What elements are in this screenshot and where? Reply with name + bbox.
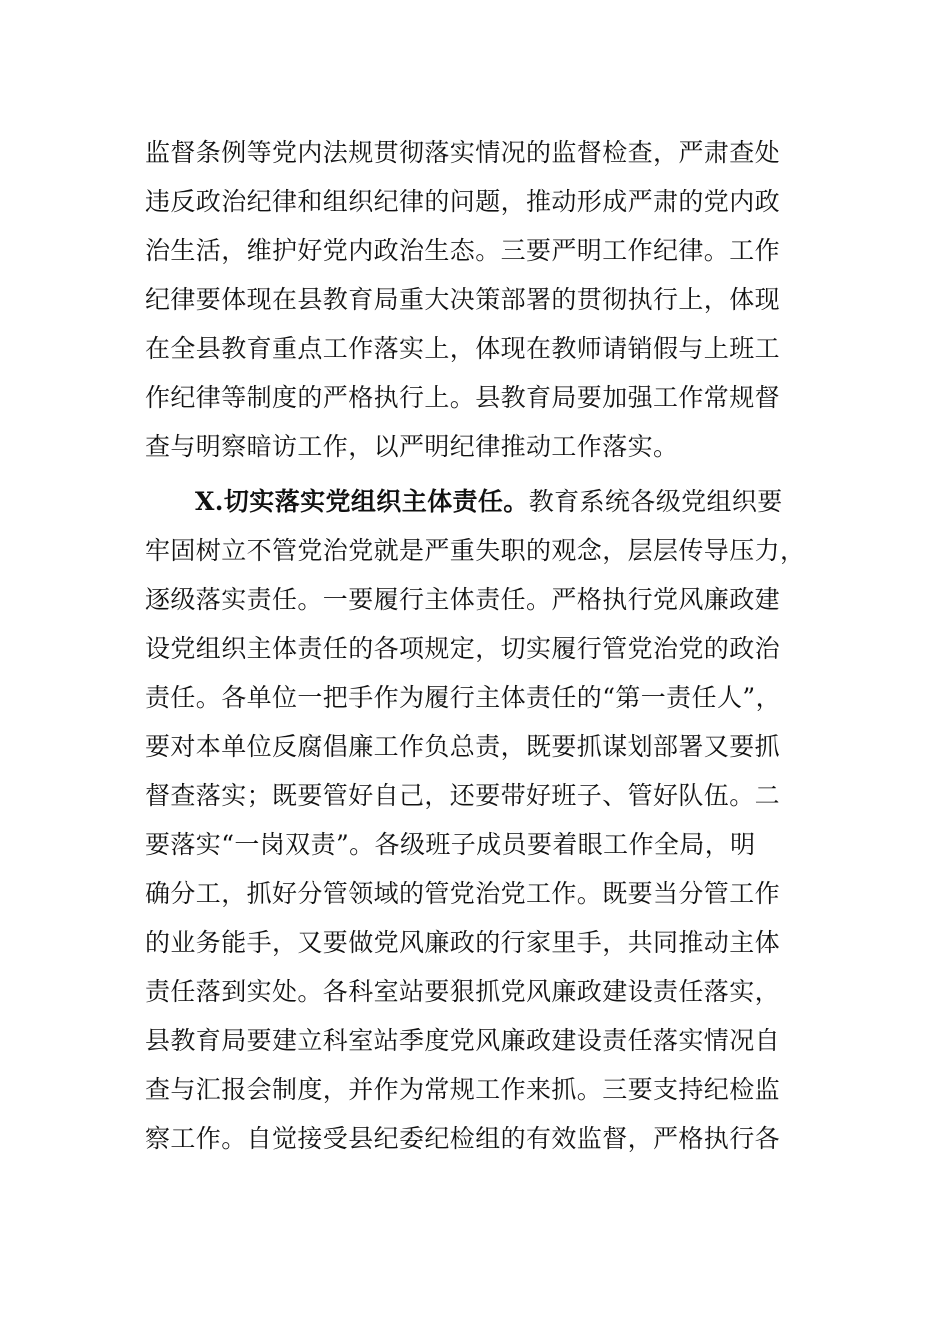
paragraph-line: 要落实“一岗双责”。各级班子成员要着眼工作全局，明 xyxy=(145,830,756,859)
paragraph-line: 查与汇报会制度，并作为常规工作来抓。三要支持纪检监 xyxy=(145,1075,781,1104)
paragraph-line: 设党组织主体责任的各项规定，切实履行管党治党的政治 xyxy=(145,634,781,663)
paragraph-line: 确分工，抓好分管领域的管党治党工作。既要当分管工作 xyxy=(145,879,781,908)
paragraph-line: 督查落实；既要管好自己，还要带好班子、管好队伍。二 xyxy=(145,781,781,810)
section-heading: X.切实落实党组织主体责任。 xyxy=(195,487,529,516)
paragraph-line: 在全县教育重点工作落实上，体现在教师请销假与上班工 xyxy=(145,334,781,363)
paragraph-line: 要对本单位反腐倡廉工作负总责，既要抓谋划部署又要抓 xyxy=(145,732,781,761)
paragraph-line: 治生活，维护好党内政治生态。三要严明工作纪律。工作 xyxy=(145,236,781,265)
paragraph-line: 作纪律等制度的严格执行上。县教育局要加强工作常规督 xyxy=(145,383,781,412)
paragraph-line: 纪律要体现在县教育局重大决策部署的贯彻执行上，体现 xyxy=(145,285,781,314)
paragraph-line: 违反政治纪律和组织纪律的问题，推动形成严肃的党内政 xyxy=(145,187,781,216)
paragraph-line: 逐级落实责任。一要履行主体责任。严格执行党风廉政建 xyxy=(145,585,781,614)
paragraph-line: 责任。各单位一把手作为履行主体责任的“第一责任人”， xyxy=(145,683,781,712)
paragraph-line: 牢固树立不管党治党就是严重失职的观念，层层传导压力， xyxy=(145,536,806,565)
paragraph-line: 县教育局要建立科室站季度党风廉政建设责任落实情况自 xyxy=(145,1026,781,1055)
paragraph-first-line xyxy=(195,482,875,522)
paragraph-line: 责任落到实处。各科室站要狠抓党风廉政建设责任落实， xyxy=(145,977,781,1006)
paragraph-line: 查与明察暗访工作，以严明纪律推动工作落实。 xyxy=(145,432,679,461)
paragraph-text: 教育系统各级党组织要 xyxy=(528,487,783,516)
paragraph-line: 的业务能手，又要做党风廉政的行家里手，共同推动主体 xyxy=(145,928,781,957)
paragraph-line: 察工作。自觉接受县纪委纪检组的有效监督，严格执行各 xyxy=(145,1124,781,1153)
paragraph-line: 监督条例等党内法规贯彻落实情况的监督检查，严肃查处 xyxy=(145,138,781,167)
